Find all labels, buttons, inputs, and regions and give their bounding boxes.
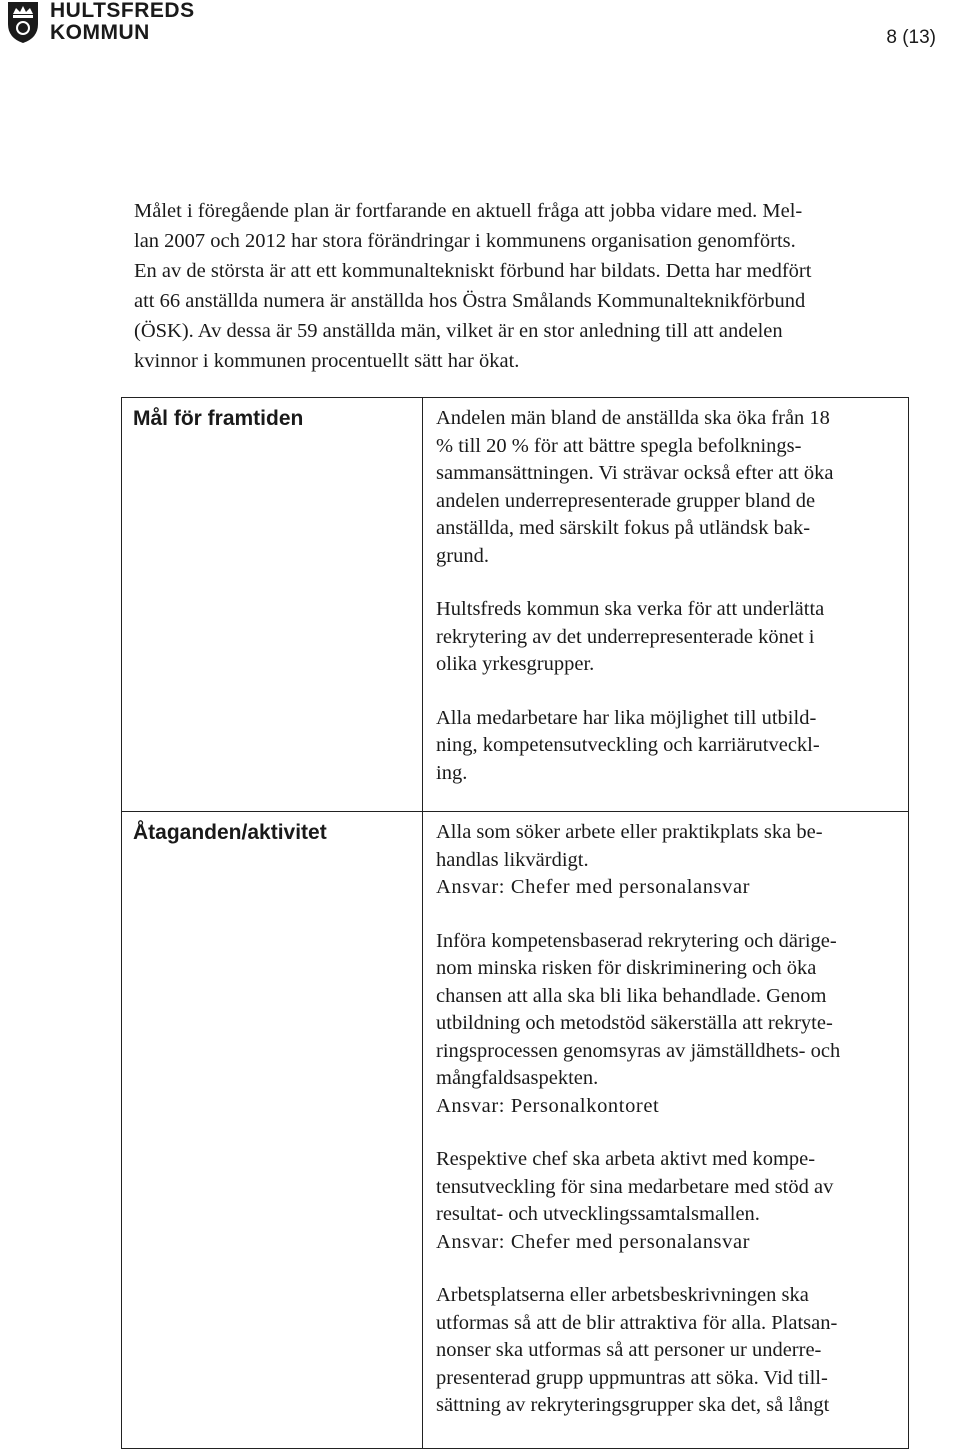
row-label-goals: Mål för framtiden — [122, 398, 423, 812]
text-line: Införa kompetensbaserad rekrytering och därige- — [436, 929, 837, 952]
activities-content — [423, 812, 909, 1449]
intro-line: kvinnor i kommunen procentuellt sätt har ökat. — [134, 350, 520, 372]
text-line: rekrytering av det underrepresenterade könet i — [436, 625, 815, 648]
text-line: anställda, med särskilt fokus på utländsk bak- — [436, 517, 811, 539]
responsibility-line: Ansvar: Chefer med personalansvar — [436, 876, 751, 898]
text-line: Hultsfreds kommun ska verka för att underlätta — [436, 598, 825, 620]
goals-table — [121, 397, 909, 1449]
intro-paragraph — [134, 196, 904, 376]
page-number: 8 (13) — [886, 27, 936, 48]
text-line: grund. — [436, 544, 489, 567]
text-line: Alla som söker arbete eller praktikplats ska be- — [436, 821, 823, 843]
goal-block — [436, 596, 898, 679]
table-row — [122, 398, 909, 812]
text-line: handlas likvärdigt. — [436, 848, 589, 871]
text-line: Arbetsplatserna eller arbetsbeskrivningen ska — [436, 1284, 809, 1306]
activity-block — [436, 1282, 898, 1420]
text-line: ing. — [436, 761, 468, 784]
text-line: chansen att alla ska bli lika behandlade. Genom — [436, 984, 827, 1007]
responsibility-line: Ansvar: Chefer med personalansvar — [436, 1230, 751, 1253]
text-line: presenterad grupp uppmuntras att söka. Vid till- — [436, 1366, 828, 1389]
text-line: nom minska risken för diskriminering och öka — [436, 957, 817, 979]
text-line: tensutveckling för sina medarbetare med stöd av — [436, 1175, 834, 1198]
goals-content — [423, 398, 909, 812]
municipality-logo — [4, 0, 195, 44]
intro-line: att 66 anställda numera är anställda hos Östra Smålands Kommunalteknikförbund — [134, 290, 806, 312]
intro-line: Målet i föregående plan är fortfarande en aktuell fråga att jobba vidare med. Mel- — [134, 200, 803, 222]
text-line: Alla medarbetare har lika möjlighet till utbild- — [436, 706, 817, 729]
row-label-activities: Åtaganden/aktivitet — [122, 812, 423, 1449]
text-line: utformas så att de blir attraktiva för alla. Platsan- — [436, 1311, 838, 1334]
text-line: sammansättningen. Vi strävar också efter att öka — [436, 462, 834, 484]
text-line: olika yrkesgrupper. — [436, 653, 595, 675]
text-line: andelen underrepresenterade grupper bland de — [436, 489, 816, 512]
goal-block — [436, 705, 898, 788]
text-line: utbildning och metodstöd säkerställa att rekryte- — [436, 1012, 833, 1034]
text-line: ning, kompetensutveckling och karriärutveckl- — [436, 734, 820, 756]
text-line: Andelen män bland de anställda ska öka från 18 — [436, 407, 830, 429]
text-line: mångfaldsaspekten. — [436, 1067, 599, 1089]
text-line: ringsprocessen genomsyras av jämställdhets- och — [436, 1039, 841, 1062]
logo-wordmark — [50, 0, 195, 44]
text-line: Respektive chef ska arbeta aktivt med kompe- — [436, 1148, 816, 1170]
activity-block — [436, 1146, 898, 1256]
intro-line: (ÖSK). Av dessa är 59 anställda män, vilket är en stor anledning till att andelen — [134, 320, 783, 342]
activity-block — [436, 819, 898, 902]
logo-line-2: KOMMUN — [50, 21, 150, 44]
crown-emblem-icon — [4, 0, 42, 44]
intro-line: lan 2007 och 2012 har stora förändringar i kommunens organisation genomförts. — [134, 230, 796, 252]
logo-line-1: HULTSFREDS — [50, 0, 195, 22]
responsibility-line: Ansvar: Personalkontoret — [436, 1094, 660, 1117]
table-row — [122, 812, 909, 1449]
text-line: nonser ska utformas så att personer ur underre- — [436, 1339, 822, 1361]
text-line: sättning av rekryteringsgrupper ska det, så långt — [436, 1394, 830, 1416]
text-line: % till 20 % för att bättre spegla befolknings- — [436, 434, 802, 457]
activity-block — [436, 928, 898, 1121]
goal-block — [436, 405, 898, 570]
intro-line: En av de största är att ett kommunaltekniskt förbund har bildats. Detta har medfört — [134, 260, 812, 282]
text-line: resultat- och utvecklingssamtalsmallen. — [436, 1203, 760, 1225]
